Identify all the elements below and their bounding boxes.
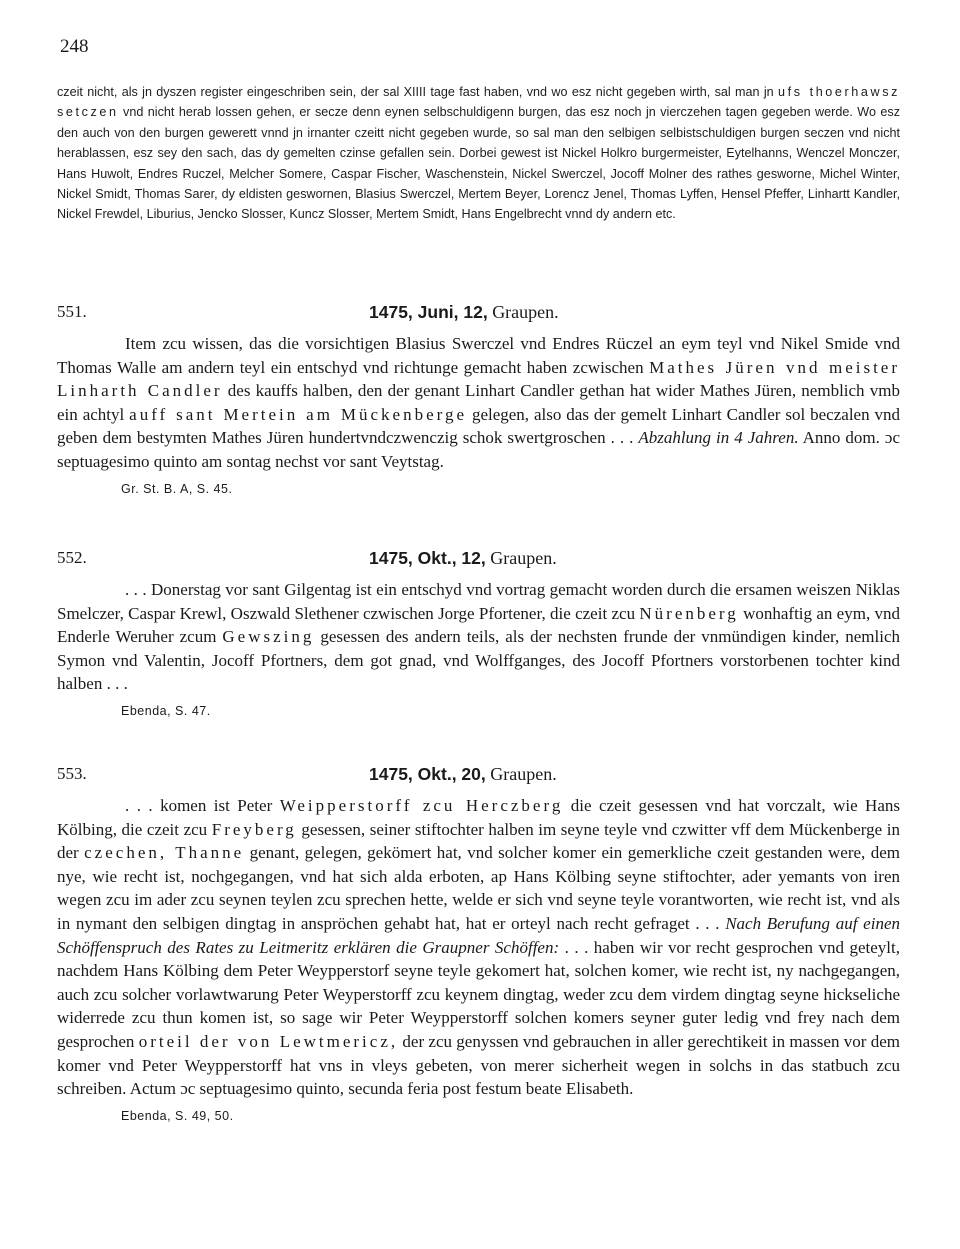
intro-paragraph (57, 82, 900, 225)
page-number: 248 (60, 36, 89, 57)
body-text: Item zcu wissen, das die vorsichtigen Blasius Swerczel vnd Endres Rüczel an eym teyl vnd Nikel Smide vnd Thomas Walle am andern teyl ein entschyd vnd richtunge gemacht haben zcwischen (57, 334, 900, 377)
spaced-place: czechen, Thanne (84, 843, 245, 863)
entry-place: Graupen. (487, 302, 559, 322)
entry-date-strong: 1475, Okt., 12, (369, 548, 486, 568)
editorial-note: Nach Berufung auf einen Schöffenspruch des Rates zu Leitmeritz erklären die Graupner Schöffen: (57, 913, 900, 957)
spaced-place: orteil der von Lewtmericz, (138, 1031, 399, 1051)
body-text: genant, gelegen, gekömert hat, vnd solcher komer ein gemerkliche czeit gestanden were, dem nye, wie recht ist, nochgegangen, vnd hat sich alda erboten, ap Hans Kölbing seyne stiftochter, ader yemants von iren wegen zcu im ader zcu seynen teylen zcu sprechen hette, welde er sich vnd seyne teyle vorantworten, wie recht ist, vnd als in nymant den selbigen dingtag in anspröchen gehabt hat, hat er orteyl nach recht gefraget . . . (57, 843, 900, 933)
entry-date-strong: 1475, Juni, 12, (369, 302, 488, 322)
body-text: des kauffs halben, den der genant Linhart Candler gethan hat wider Mathes Jüren, nemblich vmb ein achtyl (57, 381, 900, 424)
entry-header (57, 302, 900, 332)
entry-date (369, 764, 557, 785)
source-reference: Ebenda, S. 49, 50. (121, 1108, 234, 1123)
spaced-place: auff sant Mertein am Mückenberge (129, 404, 468, 424)
entry-header (57, 548, 900, 578)
entry-header (57, 764, 900, 794)
entry-551 (57, 302, 900, 496)
spaced-place: Nürenberg (639, 603, 739, 623)
entry-date-strong: 1475, Okt., 20, (369, 764, 486, 784)
source-reference: Ebenda, S. 47. (121, 703, 211, 718)
spaced-place: Freyberg (211, 819, 297, 839)
entry-number: 552. (57, 548, 87, 567)
intro-text-2: vnd nicht herab lossen gehen, er secze denn eynen selbschuldigenn burgen, das esz noch jn vierczehen tagen gegeben werde. Wo esz den auch von den burgen gewerett vnnd jn irnanter czeitt nicht gegeben wurde, so sal man den selbigen selbistschuldigen burgen seczen vnd nicht herablassen, esz sey den sach, das dy gemelten czinse gefallen sein. Dorbei gewest ist Nickel Holkro burgermeister, Eytelhanns, Wenczel Monczer, Hans Huwolt, Endres Ruczel, Melcher Somere, Caspar Fischer, Waschenstein, Nickel Swerczel, Jocoff Molner des rathes geswornе, Michel Winter, Nickel Smidt, Thomas Sarer, dy eldisten geswornen, Blasius Swerczel, Mertem Beyer, Lorencz Jenel, Thomas Lyffen, Hensel Pfeffer, Linhartt Kandler, Nickel Frewdel, Liburius, Jencko Slosser, Kuncz Slosser, Mertem Smidt, Hans Engelbrecht vnnd dy andern etc. (57, 105, 900, 222)
spaced-names: Weipperstorff zcu Herczberg (279, 796, 564, 815)
body-text: wonhaftig an eym, vnd Enderle Weruher zcum (57, 603, 900, 647)
entry-place: Graupen. (485, 764, 557, 784)
spaced-names: Mathes Jüren vnd meister Linharth Candler (57, 357, 901, 401)
entry-date (369, 548, 557, 569)
entry-date (369, 302, 559, 323)
editorial-note: Abzahlung in 4 Jahren. (638, 428, 799, 448)
body-text: der zcu genyssen vnd gebrauchen in aller gerechtikeit in massen vor dem komer vnd Peter Weypperstorff hat vns in vleys gebeten, von merer sicherheit wegen in solchs in das statbuch zcu schreiben. Actum ɔc septuagesimo quinto, secunda feria post festum beate Elisabeth. (57, 1031, 900, 1099)
spaced-place: Gewszing (222, 627, 315, 647)
source-reference: Gr. St. B. A, S. 45. (121, 481, 233, 496)
body-text: Anno dom. ɔc septuagesimo quinto am sontag nechst vor sant Veytstag. (57, 428, 900, 471)
intro-text-1: czeit nicht, als jn dyszen register eingeschriben sein, der sal XIIII tage fast haben, vnd wo esz nicht gegeben wirth, sal man jn (57, 85, 779, 99)
body-text: gesessen des andern teils, als der nechsten frunde der vnmündigen kinder, nemlich Symon vnd Valentin, Jocoff Pfortners, dem got gnad, vnd Wolffganges, des Jocoff Pfortners vorstorbenen tochter kind halben . . . (57, 627, 900, 694)
body-text: . . . haben wir vor recht gesprochen vnd geteylt, nachdem Hans Kölbing dem Peter Weypperstorf seyne teyle gekomert hat, solchen komer, wie recht ist, ny nachgegangen, auch zcu solcher vorlawtwarung Peter Weyperstorff zcu keynem dingtag, weder zcu dem virdem dingtag seyne hickseliche widerrede zcu thun komen ist, so sage wir Peter Weypperstorff solchen komers seyner guter ledig vnd frey nach dem gesprochen (57, 937, 901, 1051)
body-text: die czeit gesessen vnd hat vorczalt, wie Hans Kölbing, die czeit zcu (57, 796, 900, 839)
entry-body (57, 578, 900, 696)
body-text: gesessen, seiner stiftochter halben im seyne teyle vnd czwitter vff dem Mückenberge in der (57, 819, 901, 863)
body-text: gelegen, also das der gemelt Linhart Candler sol beczalen vnd geben dem bestymten Mathes Jüren hundertvndczwenczig schok swertgroschen . . . (57, 404, 901, 448)
entry-body (57, 332, 900, 474)
entry-number: 551. (57, 302, 87, 321)
entry-553 (57, 764, 900, 1123)
entry-number: 553. (57, 764, 87, 783)
body-text: . . . komen ist Peter (125, 796, 280, 815)
entry-place: Graupen. (485, 548, 557, 568)
intro-spaced-text: ufs thoerhawsz setczen (57, 85, 900, 120)
body-text: . . . Donerstag vor sant Gilgentag ist ein entschyd vnd vortrag gemacht worden durch die ersamen weiszen Niklas Smelczer, Caspar Krewl, Oszwald Slethener czwischen Jorge Pfortener, die czeit zcu (57, 580, 900, 623)
entry-body (57, 794, 900, 1101)
entry-552 (57, 548, 900, 718)
